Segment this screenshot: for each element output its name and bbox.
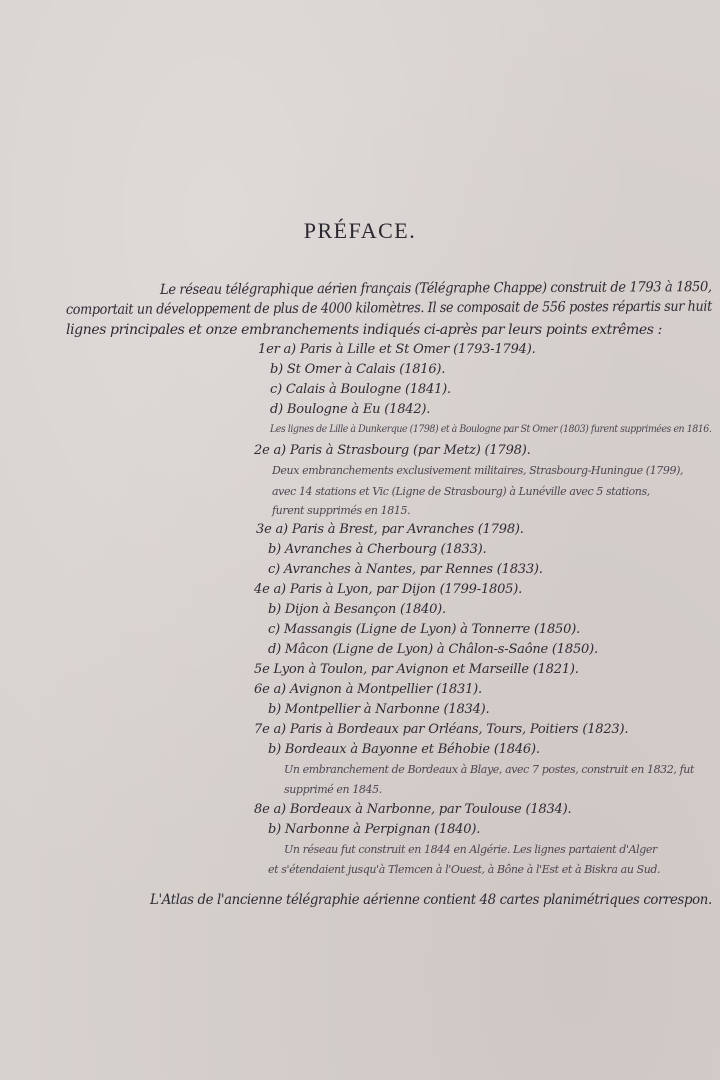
list-item-5: 5e Lyon à Toulon, par Avignon et Marseille (1821). [254,662,579,677]
note-line-8a: Un réseau fut construit en 1844 en Algérie. Les lignes partaient d'Alger [284,843,657,856]
note-line-7b: supprimé en 1845. [284,783,382,796]
list-item-4b: b) Dijon à Besançon (1840). [268,602,446,617]
list-item-4a: 4e a) Paris à Lyon, par Dijon (1799-1805). [254,582,523,597]
list-item-1d: d) Boulogne à Eu (1842). [270,402,431,417]
list-item-6b: b) Montpellier à Narbonne (1834). [268,702,490,717]
list-item-4c: c) Massangis (Ligne de Lyon) à Tonnerre (1850). [268,622,581,637]
list-item-3b: b) Avranches à Cherbourg (1833). [268,542,487,557]
list-item-3c: c) Avranches à Nantes, par Rennes (1833). [268,562,543,577]
list-item-6a: 6e a) Avignon à Montpellier (1831). [254,682,482,697]
list-item-1a: 1er a) Paris à Lille et St Omer (1793-1794). [258,342,536,357]
list-item-1b: b) St Omer à Calais (1816). [270,362,446,377]
list-item-7b: b) Bordeaux à Bayonne et Béhobie (1846). [268,742,540,757]
intro-line-2: comportait un développement de plus de 4000 kilomètres. Il se composait de 556 postes répartis sur huit [65,298,712,318]
list-item-8b: b) Narbonne à Perpignan (1840). [268,822,481,837]
intro-line-3: lignes principales et onze embranchements indiqués ci-après par leurs points extrêmes : [66,322,662,338]
note-line-7a: Un embranchement de Bordeaux à Blaye, avec 7 postes, construit en 1832, fut [284,763,694,776]
page-title: PRÉFACE. [303,218,417,243]
note-line-2a: Deux embranchements exclusivement militaires, Strasbourg-Huningue (1799), [272,464,684,477]
note-line-2c: furent supprimés en 1815. [272,504,411,517]
list-item-1c: c) Calais à Boulogne (1841). [270,382,451,397]
list-item-7a: 7e a) Paris à Bordeaux par Orléans, Tours, Poitiers (1823). [254,722,629,737]
intro-line-1: Le réseau télégraphique aérien français (Télégraphe Chappe) construit de 1793 à 1850, [159,279,712,298]
list-item-4d: d) Mâcon (Ligne de Lyon) à Châlon-s-Saône (1850). [268,642,598,657]
list-item-2a: 2e a) Paris à Strasbourg (par Metz) (1798). [254,443,531,458]
note-line-2b: avec 14 stations et Vic (Ligne de Strasbourg) à Lunéville avec 5 stations, [272,485,650,498]
closing-line: L'Atlas de l'ancienne télégraphie aérienne contient 48 cartes planimétriques correspon. [150,892,712,908]
note-line-1: Les lignes de Lille à Dunkerque (1798) et à Boulogne par St Omer (1803) furent supprimées en 1816. [270,424,712,435]
list-item-3a: 3e a) Paris à Brest, par Avranches (1798). [256,522,524,537]
note-line-8b: et s'étendaient jusqu'à Tlemcen à l'Ouest, à Bône à l'Est et à Biskra au Sud. [268,863,661,876]
list-item-8a: 8e a) Bordeaux à Narbonne, par Toulouse (1834). [254,802,572,817]
